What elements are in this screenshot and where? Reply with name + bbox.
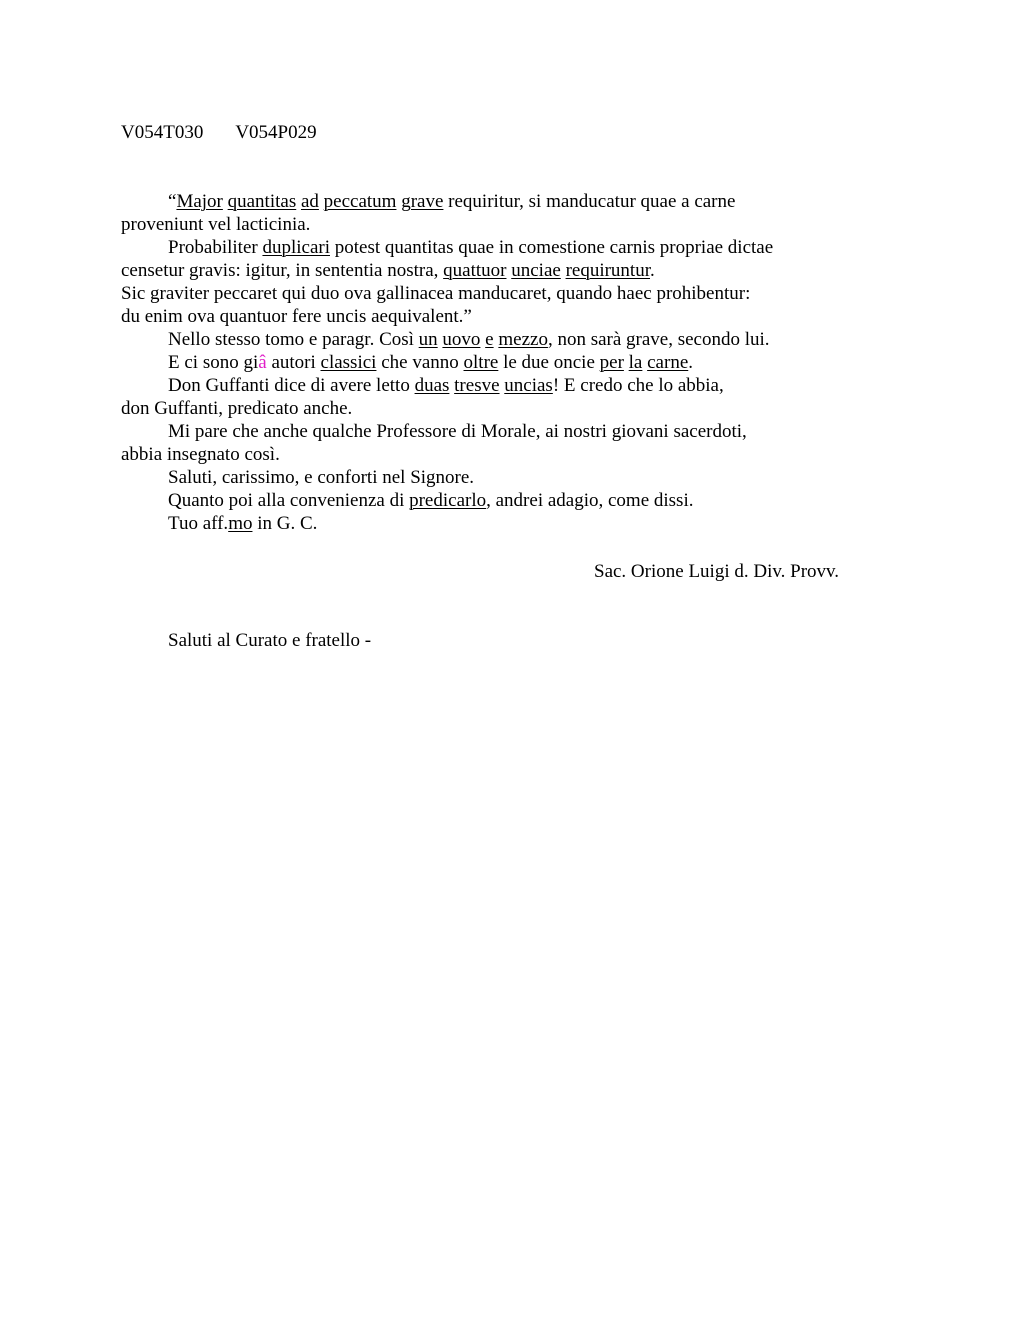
letter-line: Nello stesso tomo e paragr. Così un uovo e mezzo, non sarà grave, secondo lui. — [168, 329, 770, 350]
letter-line: Mi pare che anche qualche Professore di Morale, ai nostri giovani sacerdoti, — [168, 421, 747, 442]
underlined-word: peccatum — [323, 191, 397, 212]
underlined-word: duplicari — [262, 237, 330, 258]
volume-code-p: V054P029 — [235, 122, 317, 143]
letter-line: Saluti, carissimo, e conforti nel Signore. — [168, 467, 475, 488]
underlined-word: uovo — [442, 329, 481, 350]
letter-line: du enim ova quantuor fere uncis aequivalent.” — [121, 306, 472, 327]
underlined-word: classici — [320, 352, 377, 373]
letter-line: Sic graviter peccaret qui duo ova gallinacea manducaret, quando haec prohibentur: — [121, 283, 751, 304]
underlined-word: unciae — [511, 260, 561, 281]
letter-body — [121, 190, 881, 535]
letter-line: Quanto poi alla convenienza di predicarlo, andrei adagio, come dissi. — [168, 490, 694, 511]
letter-line: proveniunt vel lacticinia. — [121, 214, 311, 235]
letter-line: don Guffanti, predicato anche. — [121, 398, 353, 419]
underlined-word: duas — [414, 375, 450, 396]
highlighted-character: â — [258, 352, 267, 373]
underlined-word: uncias — [504, 375, 553, 396]
letter-line: E ci sono giâ autori classici che vanno oltre le due oncie per la carne. — [168, 352, 694, 373]
letter-line: Probabiliter duplicari potest quantitas quae in comestione carnis propriae dictae — [168, 237, 774, 258]
underlined-word: predicarlo — [409, 490, 487, 511]
underlined-word: la — [628, 352, 643, 373]
underlined-word: quattuor — [443, 260, 507, 281]
letter-line: censetur gravis: igitur, in sententia nostra, quattuor unciae requiruntur. — [121, 260, 655, 281]
signature: Sac. Orione Luigi d. Div. Provv. — [594, 561, 840, 582]
letter-line: “Major quantitas ad peccatum grave requiritur, si manducatur quae a carne — [168, 191, 736, 212]
underlined-word: mezzo — [498, 329, 548, 350]
letter-line: Don Guffanti dice di avere letto duas tresve uncias! E credo che lo abbia, — [168, 375, 724, 396]
document-header — [121, 121, 317, 144]
postscript: Saluti al Curato e fratello - — [168, 630, 372, 651]
underlined-word: mo — [228, 513, 253, 534]
underlined-word: oltre — [463, 352, 499, 373]
underlined-word: carne — [647, 352, 689, 373]
underlined-word: un — [418, 329, 438, 350]
underlined-word: per — [599, 352, 624, 373]
letter-line: Tuo aff.mo in G. C. — [168, 513, 318, 534]
underlined-word: quantitas — [227, 191, 297, 212]
underlined-word: tresve — [454, 375, 500, 396]
volume-code-t: V054T030 — [121, 122, 204, 143]
underlined-word: Major — [176, 191, 223, 212]
underlined-word: grave — [401, 191, 444, 212]
underlined-word: ad — [300, 191, 319, 212]
underlined-word: e — [485, 329, 494, 350]
letter-line: abbia insegnato così. — [121, 444, 280, 465]
underlined-word: requiruntur — [565, 260, 650, 281]
